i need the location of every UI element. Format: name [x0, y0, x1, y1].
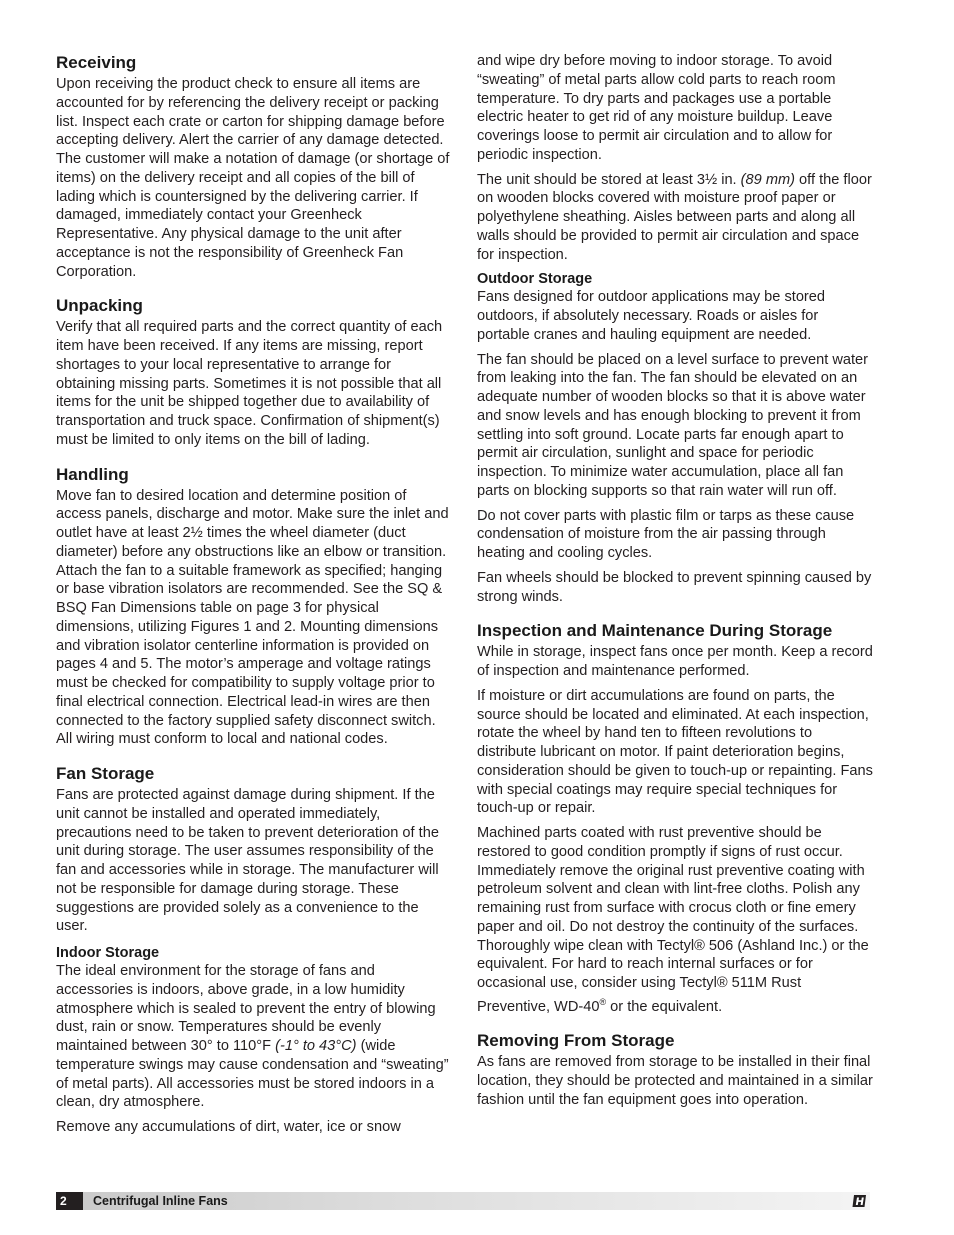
indoor-text-b: (wide temperature swings may cause condensation and “sweating” of metal parts). All accessories must be stored indoors in a clean, dry atmosphere.: [56, 1038, 449, 1111]
section-inspection-maintenance: [477, 620, 873, 1016]
outdoor-paragraph-1: Fans designed for outdoor applications may be stored outdoors, if absolutely necessary. Roads or aisles for portable cranes and hauling equipment are needed.: [477, 289, 826, 343]
outdoor-paragraph-2: The fan should be placed on a level surface to prevent water from leaking into the fan. The fan should be elevated on an adequate number of wooden blocks so that it is above water and snow levels and has enough blocking to prevent it from settling into soft ground. Locate parts far enough apart to permit air circulation, sunlight and space for periodic inspection. To minimize water accumulation, place all fan parts on blocking supports so that rain water will run off.: [477, 351, 869, 499]
section-handling: [56, 464, 450, 750]
indoor-temp-celsius: (-1° to 43°C): [275, 1038, 357, 1054]
footer-title: Centrifugal Inline Fans: [93, 1194, 228, 1208]
section-fan-storage: [56, 763, 450, 936]
removing-paragraph: As fans are removed from storage to be installed in their final location, they should be protected and maintained in a similar fashion until the fan equipment goes into operation.: [477, 1054, 873, 1108]
heading-fan-storage: Fan Storage: [56, 764, 155, 783]
footer-bar: [56, 1192, 870, 1210]
outdoor-paragraph-4: Fan wheels should be blocked to prevent spinning caused by strong winds.: [477, 569, 872, 605]
heading-inspection-maintenance: Inspection and Maintenance During Storage: [477, 621, 833, 641]
indoor-storage-paragraph-1: [56, 962, 450, 1112]
section-indoor-storage-continued: [477, 52, 873, 264]
left-column: [56, 52, 450, 1143]
heading-outdoor-storage: Outdoor Storage: [477, 271, 593, 288]
registered-mark: ®: [599, 996, 607, 1007]
handling-paragraph: Move fan to desired location and determine position of access panels, discharge and motor. Make sure the inlet and outlet have at least 2½ times the wheel diameter (duct diameter) before any obstructions like an elbow or transition. Attach the fan to a suitable framework as specified; hanging or base vibration isolators are recommended. See the SQ & BSQ Fan Dimensions table on page 3 for physical dimensions, utilizing Figures 1 and 2. Mounting dimensions and vibration isolator centerline information is provided on pages 4 and 5. The motor’s amperage and voltage ratings must be checked for compatibility to supply voltage prior to final electrical connection. Electrical lead-in wires are then connected to the factory supplied safety disconnect switch. All wiring must conform to local and national codes.: [56, 487, 449, 748]
inspection-text-a: Machined parts coated with rust preventive should be restored to good condition promptly if signs of rust occur. Immediately remove the original rust preventive coating with petroleum solvent and clean with lint-free cloths. Polish any remaining rust from surface with crocus cloth or fine emery paper and oil. Do not destroy the continuity of the surfaces. Thoroughly wipe clean with Tectyl® 506 (Ashland Inc.) or the equivalent. For hard to reach internal surfaces or for occasional use, consider using Tectyl® 511M Rust Preventive, WD-40: [477, 825, 869, 1015]
heading-indoor-storage: Indoor Storage: [56, 945, 160, 961]
heading-receiving: Receiving: [56, 53, 137, 72]
section-indoor-storage: [56, 944, 450, 1137]
heading-unpacking: Unpacking: [56, 296, 143, 316]
greenheck-logo-icon: [852, 1193, 868, 1209]
unpacking-paragraph: Verify that all required parts and the correct quantity of each item have been received. If any items are missing, report shortages to your local representative to arrange for obtaining missing parts. Sometimes it is not possible that all items for the unit be shipped together due to availability of transportation and truck space. Confirmation of shipment(s) must be limited to only items on the bill of lading.: [56, 319, 443, 448]
fan-storage-paragraph: Fans are protected against damage during shipment. If the unit cannot be installed and operated immediately, precautions need to be taken to prevent deterioration of the unit during storage. The user assumes responsibility of the fan and accessories while in storage. The manufacturer will not be responsible for damage during storage. These suggestions are provided solely as a convenience to the user.: [56, 787, 439, 935]
indoor-cont-text-b: off the floor on wooden blocks covered with moisture proof paper or polyethylene sheathing. Aisles between parts and along all walls should be provided to permit air circulation and space for inspection.: [477, 171, 872, 263]
indoor-continued-paragraph-1: and wipe dry before moving to indoor storage. To avoid “sweating” of metal parts allow cold parts to reach room temperature. To dry parts and packages use a portable electric heater to get rid of any moisture buildup. Leave coverings loose to permit air circulation and to allow for periodic inspection.: [477, 53, 836, 163]
indoor-cont-text-a: The unit should be stored at least 3½ in.: [477, 171, 741, 188]
inspection-paragraph-3: [477, 824, 873, 1016]
indoor-continued-paragraph-2: [477, 171, 873, 265]
section-receiving: [56, 52, 450, 281]
indoor-height-mm: (89 mm): [740, 171, 795, 188]
inspection-text-b: or the equivalent.: [606, 998, 723, 1015]
heading-removing-from-storage: Removing From Storage: [477, 1031, 675, 1051]
section-outdoor-storage: [477, 270, 873, 606]
receiving-paragraph: Upon receiving the product check to ensure all items are accounted for by referencing the delivery receipt or packing list. Inspect each crate or carton for shipping damage before accepting delivery. Alert the carrier of any damage detected. The customer will make a notation of damage (or shortage of items) on the delivery receipt and all copies of the bill of lading which is countersigned by the delivering carrier. If damaged, immediately contact your Greenheck Representative. Any physical damage to the unit after acceptance is not the responsibility of Greenheck Fan Corporation.: [56, 76, 450, 280]
indoor-storage-paragraph-2: Remove any accumulations of dirt, water, ice or snow: [56, 1119, 401, 1135]
right-column: [477, 52, 873, 1116]
section-unpacking: [56, 295, 450, 449]
section-removing-from-storage: [477, 1030, 873, 1109]
page-number: 2: [56, 1192, 83, 1210]
indoor-text-a: The ideal environment for the storage of fans and accessories is indoors, above grade, in a low humidity atmosphere which is sealed to prevent the entry of blowing dust, rain or snow. Temperatures should be evenly maintained between 30° to 110°F: [56, 963, 436, 1054]
outdoor-paragraph-3: Do not cover parts with plastic film or tarps as these cause condensation of moisture from the air passing through heating and cooling cycles.: [477, 507, 855, 561]
inspection-paragraph-1: While in storage, inspect fans once per month. Keep a record of inspection and maintenance performed.: [477, 644, 873, 679]
heading-handling: Handling: [56, 464, 129, 484]
inspection-paragraph-2: If moisture or dirt accumulations are found on parts, the source should be located and eliminated. At each inspection, rotate the wheel by hand ten to fifteen revolutions to distribute lubricant on motor. If paint deterioration begins, consideration should be given to touch-up or repainting. Fans with special coatings may require special techniques for touch-up or repair.: [477, 687, 873, 817]
